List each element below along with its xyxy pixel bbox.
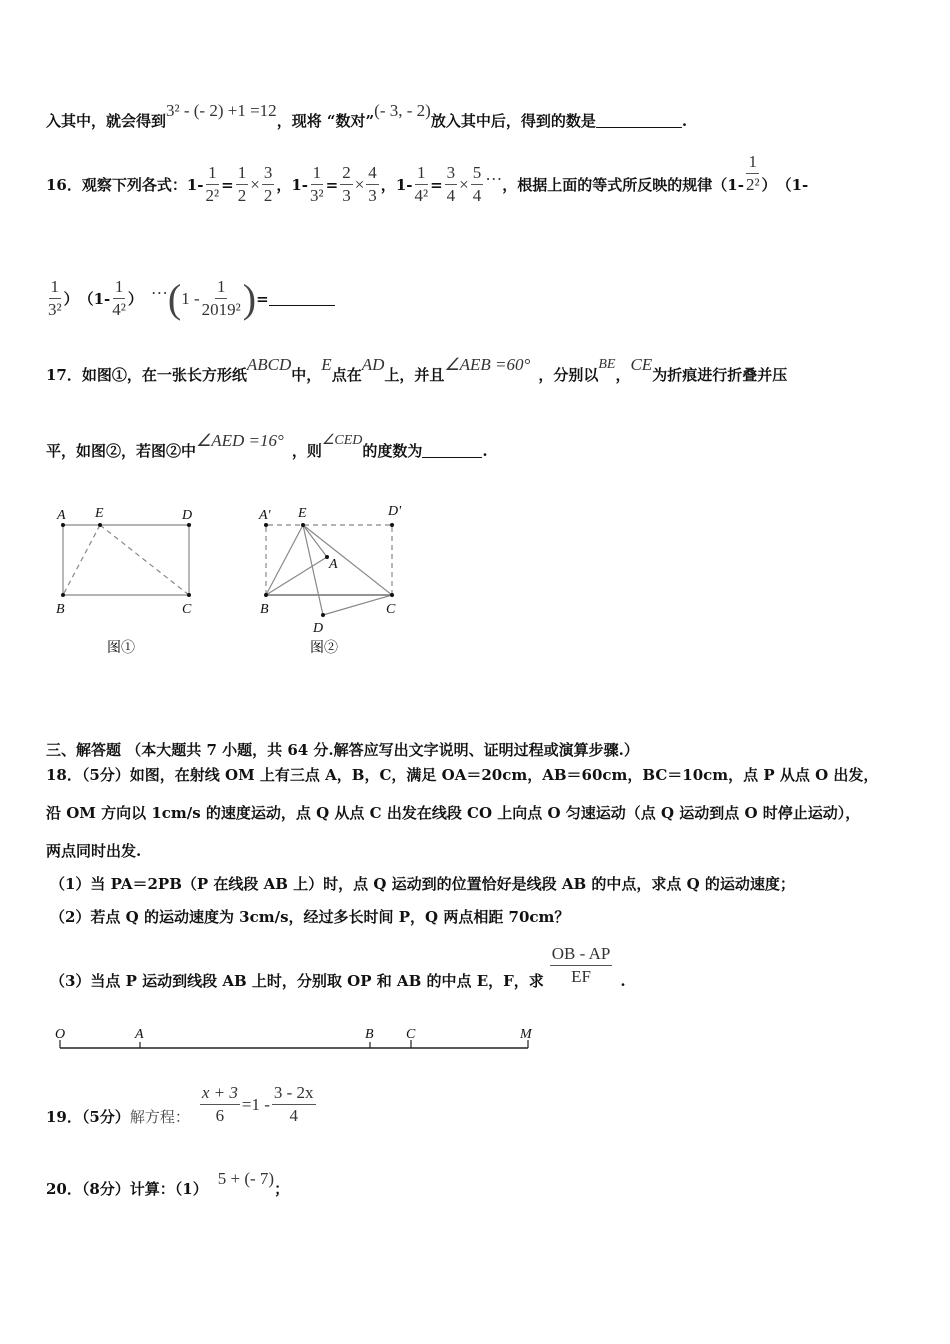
fraction (471, 162, 484, 207)
text: （3）当点 P 运动到线段 AB 上时，分别取 OP 和 AB 的中点 E，F，求 (50, 972, 544, 990)
q16-line1 (46, 152, 809, 207)
math-expr: CE (630, 354, 653, 374)
text: ， (380, 176, 396, 194)
text: × (354, 174, 365, 194)
den: 3² (48, 300, 62, 319)
question-label: 16．观察下列各式： (46, 176, 187, 194)
num: 3 (262, 162, 275, 185)
question-label: 19．（5分） (46, 1108, 130, 1126)
answer-blank[interactable] (269, 291, 335, 306)
math-expr: ∠CED (321, 433, 363, 448)
q18-line1: 18．（5分）如图，在射线 OM 上有三点 A，B，C，满足 OA＝20cm，AB＝60cm，BC＝10cm，点 P 从点 O 出发， (46, 766, 879, 784)
text: ， (615, 366, 631, 384)
q18-part3 (50, 940, 626, 991)
text: ，则 (291, 442, 322, 460)
q17-line1 (46, 354, 788, 385)
den: 3² (310, 186, 324, 205)
num: 1 (236, 162, 249, 185)
num: 1 (311, 162, 324, 185)
math-expr: BE (598, 356, 616, 372)
answer-blank[interactable] (422, 443, 482, 458)
den: 4 (446, 186, 456, 205)
den: 4² (414, 186, 429, 205)
math-expr: ∠AEB =60° (444, 354, 531, 374)
q18-part2: （2）若点 Q 的运动速度为 3cm/s，经过多长时间 P，Q 两点相距 70cm？ (50, 908, 570, 926)
figure-caption: 图① (107, 640, 135, 656)
text: 的度数为 (362, 442, 423, 460)
text: 17．如图①，在一张长方形纸 (46, 366, 247, 384)
q19 (46, 1082, 318, 1127)
math-expr: 5 + (- 7) (217, 1168, 275, 1188)
text: 1- (291, 175, 309, 194)
den: 4² (112, 300, 126, 319)
label: A (329, 557, 338, 572)
label: M (520, 1027, 532, 1042)
den: 4 (472, 186, 482, 205)
number-line-figure (50, 1020, 550, 1060)
den: 2019² (201, 300, 241, 319)
label: O (55, 1027, 66, 1042)
label: E (95, 506, 104, 521)
text: ； (274, 1180, 290, 1198)
text: ） (761, 176, 777, 194)
fraction (236, 162, 249, 207)
text: （1- (78, 290, 111, 308)
text: ，现将 “数对” (276, 112, 375, 130)
fraction (262, 162, 275, 207)
num: 5 (471, 162, 484, 185)
text: 1- (395, 175, 413, 194)
text: 中， (291, 366, 322, 384)
num: 1 (215, 276, 228, 299)
text: . (681, 111, 688, 130)
q18-line3: 两点同时出发. (46, 842, 142, 860)
den: 3 (368, 186, 377, 205)
den: 2² (205, 186, 220, 205)
text: =1 - (241, 1094, 270, 1114)
label: D (182, 508, 193, 523)
label: C (182, 602, 192, 617)
text: = (221, 175, 234, 194)
fraction (200, 1082, 240, 1127)
fraction (366, 162, 379, 207)
text: 平，如图②，若图②中 (46, 442, 197, 460)
fraction (746, 151, 760, 196)
text: . (620, 971, 626, 990)
text: （1- (776, 176, 809, 194)
den: 2 (237, 186, 247, 205)
fraction (48, 276, 62, 321)
den: EF (571, 967, 591, 986)
label: B (260, 602, 269, 617)
label: C (406, 1027, 416, 1042)
fraction (206, 162, 220, 207)
num: 1 (49, 276, 62, 299)
text: = (256, 289, 269, 308)
label: D (313, 621, 324, 636)
q16-line2 (46, 276, 335, 321)
num: x + 3 (200, 1082, 240, 1105)
fraction (340, 162, 353, 207)
label: E (298, 506, 307, 521)
num: 1 (746, 151, 759, 174)
text: × (459, 174, 469, 194)
fraction (550, 943, 613, 988)
num: 1 (206, 162, 219, 185)
num: 1 (113, 276, 126, 299)
label: A (57, 508, 66, 523)
fraction (112, 276, 126, 321)
num: 4 (366, 162, 379, 185)
label: A (135, 1027, 144, 1042)
q15-tail (46, 100, 688, 131)
math-expr: ∠AED =16° (196, 430, 284, 450)
math-expr: E (321, 354, 332, 374)
figure-1 (63, 525, 189, 595)
text: ，根据上面的等式所反映的规律（1- (502, 176, 744, 194)
label: C (386, 602, 396, 617)
math-expr: AD (361, 354, 385, 374)
den: 3 (342, 186, 351, 205)
num: 3 (445, 162, 458, 185)
text: 为折痕进行折叠并压 (652, 366, 788, 384)
num: 1 (415, 162, 428, 185)
text: ， (276, 176, 292, 194)
q20 (46, 1168, 290, 1199)
num: 2 (340, 162, 353, 185)
fraction (414, 162, 428, 207)
fraction (272, 1082, 316, 1127)
label: B (365, 1027, 374, 1042)
label: B (56, 602, 65, 617)
text: 上，并且 (384, 366, 445, 384)
math-expr: 3² - (- 2) +1 =12 (166, 100, 277, 120)
text: … (485, 164, 503, 184)
text: 1- (186, 175, 204, 194)
label: A' (259, 508, 271, 523)
math-expr: ABCD (246, 354, 292, 374)
text: . (482, 441, 488, 460)
text: = (430, 175, 443, 194)
text: = (325, 175, 339, 194)
den: 6 (215, 1106, 225, 1125)
text: ，分别以 (538, 366, 599, 384)
figure-1-2 (40, 495, 440, 665)
den: 4 (289, 1106, 298, 1125)
q17-line2 (46, 430, 488, 461)
paren: ( (167, 275, 182, 321)
math-expr: (- 3, - 2) (374, 100, 431, 120)
label: D' (388, 504, 402, 519)
text: 入其中，就会得到 (46, 112, 167, 130)
text: ） (127, 290, 143, 308)
q18-line2: 沿 OM 方向以 1cm/s 的速度运动，点 Q 从点 C 出发在线段 CO 上向点 O 匀速运动（点 Q 运动到点 O 时停止运动）， (46, 804, 861, 822)
text: 1 - (181, 288, 200, 308)
figure-caption: 图② (310, 640, 338, 656)
text: × (250, 174, 260, 194)
text: 点在 (331, 366, 362, 384)
num: 3 - 2x (272, 1082, 316, 1105)
num: OB - AP (550, 943, 613, 966)
fraction (202, 276, 241, 321)
q18-part1: （1）当 PA＝2PB（P 在线段 AB 上）时，点 Q 运动到的位置恰好是线段 AB 的中点，求点 Q 的运动速度； (50, 875, 795, 893)
section-heading: 三、解答题 （本大题共 7 小题，共 64 分.解答应写出文字说明、证明过程或演算步骤.） (46, 741, 639, 759)
paren: ) (242, 275, 257, 321)
text: 放入其中后，得到的数是 (430, 112, 596, 130)
den: 2² (745, 175, 760, 194)
answer-blank[interactable] (596, 113, 682, 128)
text: 解方程： (129, 1108, 190, 1126)
text: … (150, 278, 168, 298)
fraction (445, 162, 458, 207)
den: 2 (263, 186, 273, 205)
question-label: 20．（8分）计算：（1） (46, 1180, 208, 1198)
text: ） (63, 290, 79, 308)
fraction (310, 162, 324, 207)
